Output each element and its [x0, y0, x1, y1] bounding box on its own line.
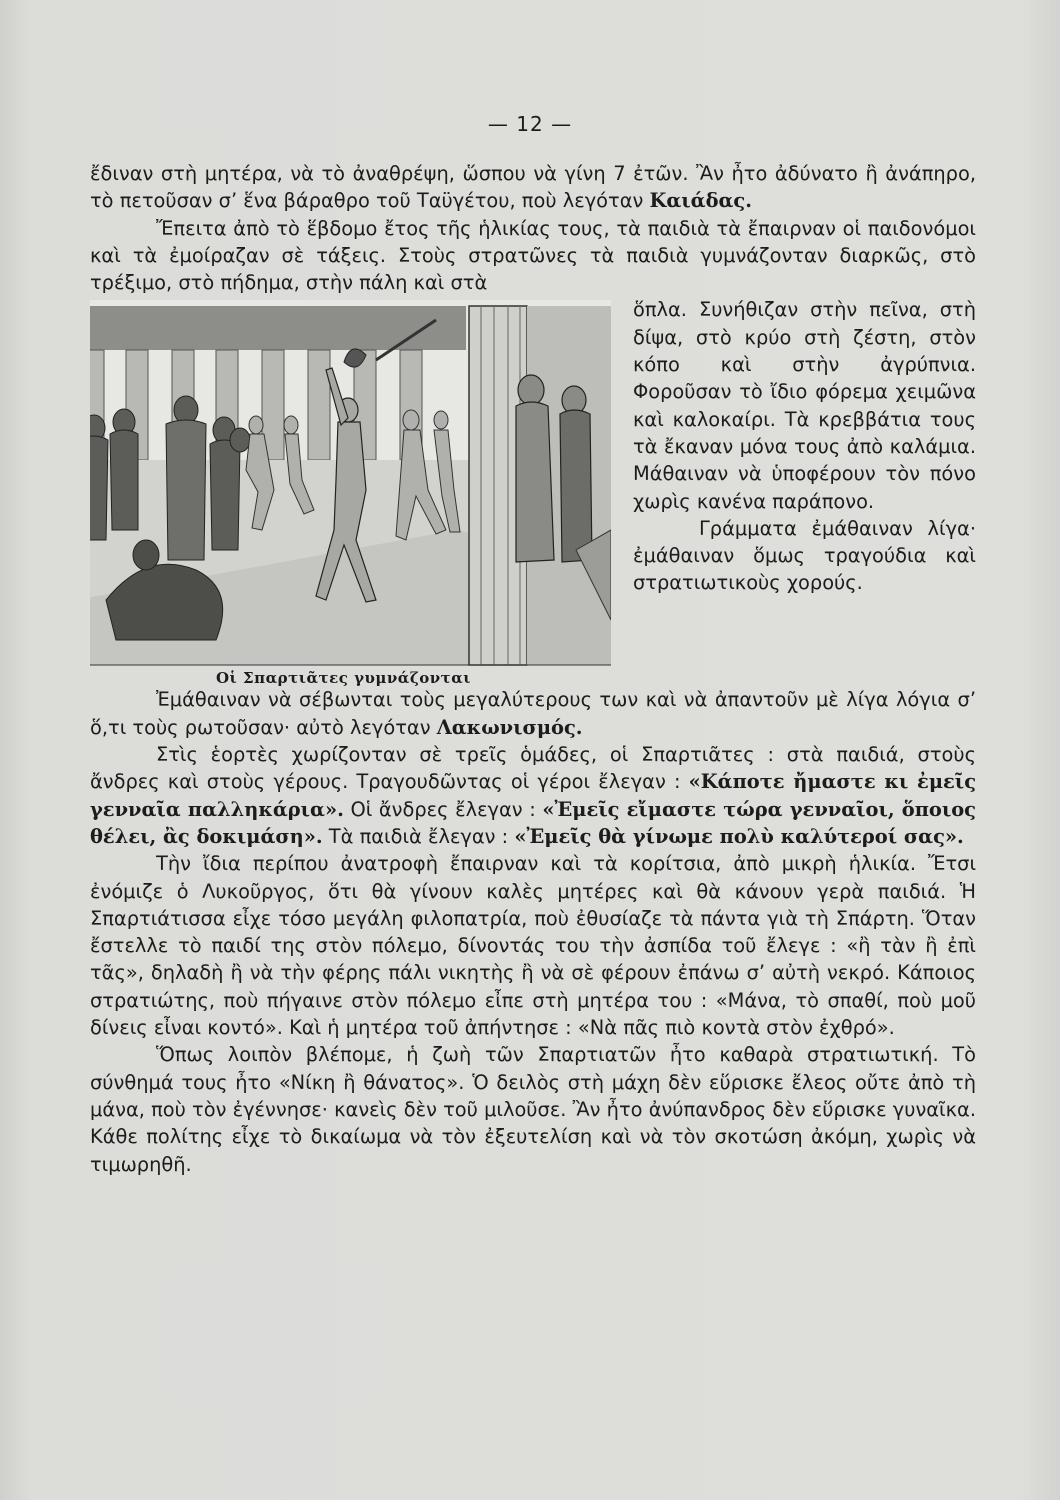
figure: [90, 300, 611, 686]
side-paragraph-2: Γράμματα ἐμάθαιναν λίγα· ἐμάθαιναν ὅμως τραγούδια καὶ στρατιωτικοὺς χορούς.: [633, 516, 976, 595]
paragraph-4-quote-men: «Ἐμεῖς εἴμαστε τώρα γενναῖοι, ὅποιος θέλει, ἂς δοκιμάση».: [90, 797, 976, 848]
figure-block: [90, 296, 976, 686]
paragraph-6: Ὅπως λοιπὸν βλέπομε, ἡ ζωὴ τῶν Σπαρτιατῶν ἦτο καθαρὰ στρατιωτική. Τὸ σύνθημά τους ἦτο «Νίκη ἢ θάνατος». Ὁ δειλὸς στὴ μάχη δὲν εὕρισκε ἔλεος οὔτε ἀπὸ τὴ μάνα, ποὺ τὸν ἐγέννησε· κανεὶς δὲν τοῦ μιλοῦσε. Ἂν ἦτο ἀνύπανδρος δὲν εὕρισκε γυναῖκα. Κάθε πολίτης εἶχε τὸ δικαίωμα νὰ τὸν ἐξευτελίση καὶ νὰ τὸν σκοτώση ἀκόμη, χωρὶς νὰ τιμωρηθῆ.: [90, 1043, 976, 1176]
paragraph-2: Ἔπειτα ἀπὸ τὸ ἕβδομο ἔτος τῆς ἡλικίας τους, τὰ παιδιὰ τὰ ἔπαιρναν οἱ παιδονόμοι καὶ τὰ ἐμοίραζαν σὲ τάξεις. Στοὺς στρατῶνες τὰ παιδιὰ γυμνάζονταν διαρκῶς, στὸ τρέξιμο, στὸ πήδημα, στὴν πάλη καὶ στὰ: [90, 216, 976, 295]
paragraph-4-quote-children: «Ἐμεῖς θὰ γίνωμε πολὺ καλύτεροί σας».: [514, 824, 964, 848]
paragraph-4-text-1: Στὶς ἑορτὲς χωρίζονταν σὲ τρεῖς ὁμάδες, οἱ Σπαρτιᾶτες : στὰ παιδιά, στοὺς ἄνδρες καὶ στοὺς γέρους. Τραγουδῶντας οἱ γέροι ἔλεγαν :: [90, 743, 976, 794]
paragraph-4-text-2: Οἱ ἄνδρες ἔλεγαν :: [343, 797, 543, 821]
paragraph-3-bold: Λακωνισμός.: [436, 715, 583, 739]
paragraph-1-bold: Καιάδας.: [649, 189, 752, 213]
paragraph-4-quote-elders: «Κάποτε ἤμαστε κι ἐμεῖς γενναῖα παλληκάρια».: [90, 770, 977, 821]
spartans-training-illustration: [90, 300, 611, 686]
paragraph-3: [90, 686, 976, 741]
paragraph-1-text: ἔδιναν στὴ μητέρα, νὰ τὸ ἀναθρέψη, ὥσπου νὰ γίνη 7 ἐτῶν. Ἂν ἦτο ἀδύνατο ἢ ἀνάπηρο, τὸ πετοῦσαν σ’ ἕνα βάραθρο τοῦ Ταϋγέτου, ποὺ λεγόταν: [90, 162, 976, 213]
paragraph-3-text: Ἐμάθαιναν νὰ σέβωνται τοὺς μεγαλύτερους των καὶ νὰ ἀπαντοῦν μὲ λίγα λόγια σ’ ὅ,τι τοὺς ρωτοῦσαν· αὐτὸ λεγόταν: [90, 688, 976, 739]
paragraph-4-text-3: Τὰ παιδιὰ ἔλεγαν :: [322, 824, 515, 848]
paragraph-4: [90, 741, 976, 850]
paragraph-5: Τὴν ἴδια περίπου ἀνατροφὴ ἔπαιρναν καὶ τὰ κορίτσια, ἀπὸ μικρὴ ἡλικία. Ἔτσι ἐνόμιζε ὁ Λυκοῦργος, ὅτι θὰ γίνουν καλὲς μητέρες καὶ θὰ κάνουν γερὰ παιδιά. Ἡ Σπαρτιάτισσα εἶχε τόσο μεγάλη φιλοπατρία, ποὺ ἐθυσίαζε τὰ πάντα γιὰ τὴ Σπάρτη. Ὅταν ἔστελλε τὸ παιδί της στὸν πόλεμο, δίνοντάς του τὴν ἀσπίδα τοῦ ἔλεγε : «ἢ τὰν ἢ ἐπὶ τᾶς», δηλαδὴ ἢ νὰ τὴν φέρης πάλι νικητὴς ἢ νὰ σὲ φέρουν ἐπάνω σ’ αὐτὴ νεκρό. Κάποιος στρατιώτης, ποὺ πήγαινε στὸν πόλεμο εἶπε στὴ μητέρα του : «Μάνα, τὸ σπαθί, ποὺ μοῦ δίνεις εἶναι κοντό». Καὶ ἡ μητέρα τοῦ ἀπήντησε : «Νὰ πᾶς πιὸ κοντὰ στὸν ἐχθρό».: [90, 852, 976, 1040]
page-number: — 12 —: [487, 112, 573, 136]
body-text: [90, 160, 976, 1178]
figure-caption: Οἱ Σπαρτιᾶτες γυμνάζονται: [215, 669, 472, 687]
side-paragraph-1: ὅπλα. Συνήθιζαν στὴν πεῖνα, στὴ δίψα, στὸ κρύο στὴ ζέστη, στὸν κόπο καὶ στὴν ἀγρύπνια. Φοροῦσαν τὸ ἴδιο φόρεμα χειμῶνα καὶ καλοκαίρι. Τὰ κρεββάτια τους τὰ ἔκαναν μόνα τους ἀπὸ καλάμια. Μάθαιναν νὰ ὑποφέρουν τὸν πόνο χωρὶς κανένα παράπονο.: [633, 298, 976, 513]
paragraph-1: [90, 160, 976, 215]
